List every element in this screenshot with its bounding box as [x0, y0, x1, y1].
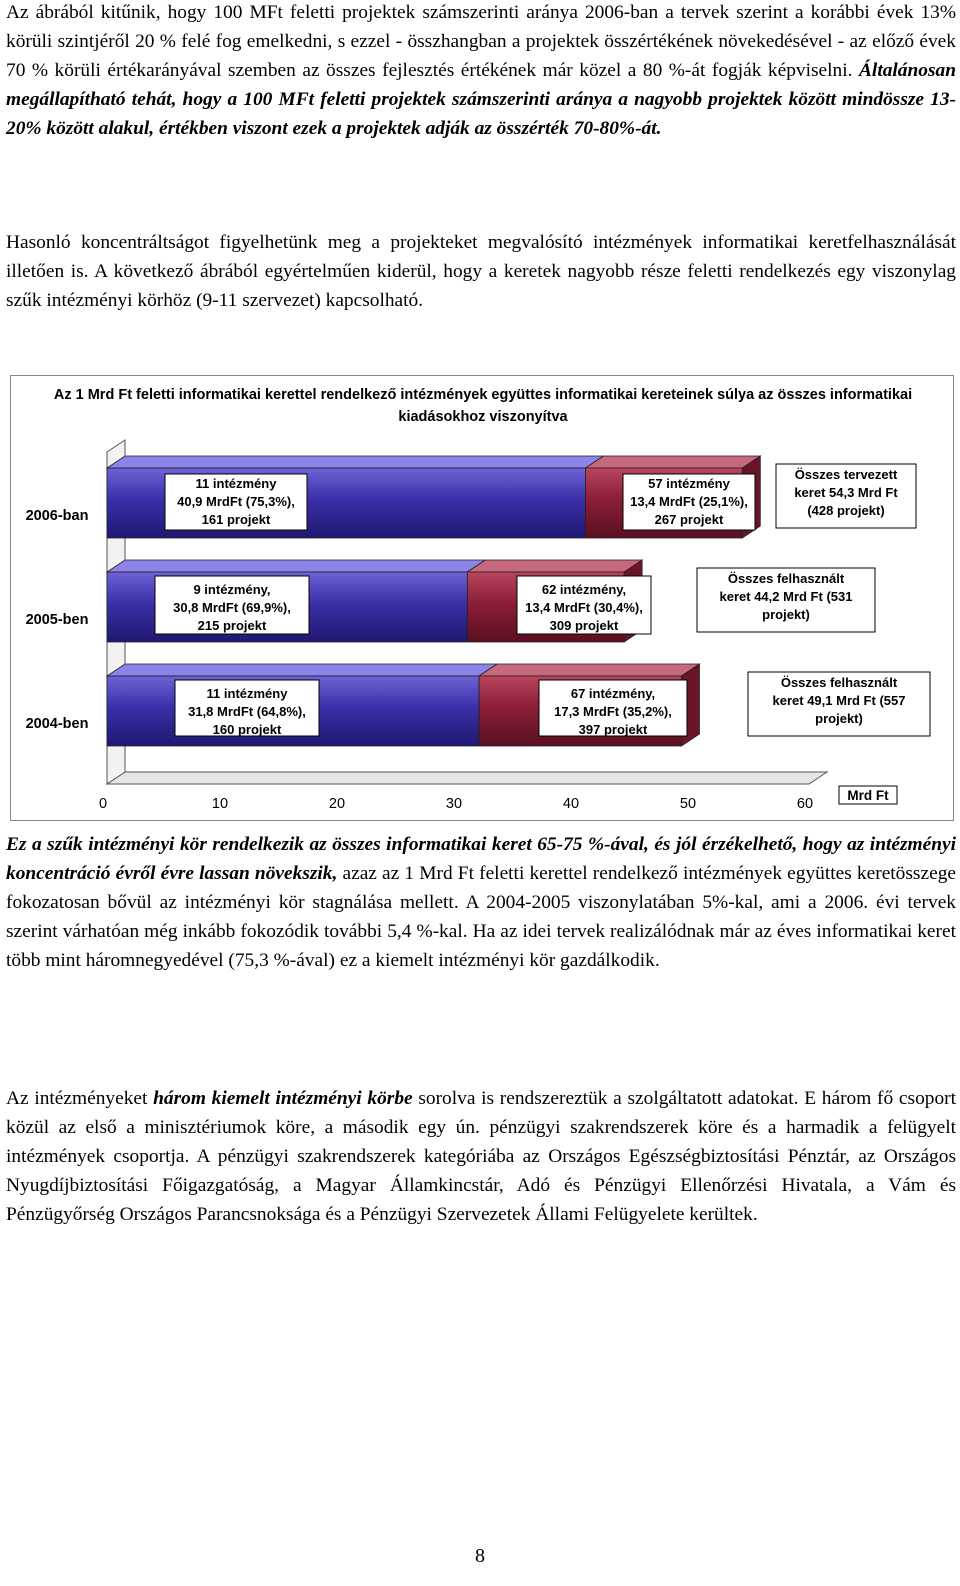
paragraph-concentration: Hasonló koncentráltságot figyelhetünk meg a projekteket megvalósító intézmények informatikai keretfelhasználását illetően is. A következő ábrából egyértelműen kiderül, hogy a keretek nagyobb része feletti rendelkezés egy viszonylag szűk intézményi körhöz (9-11 szervezet) kapcsolható.: [6, 232, 956, 311]
total-label: keret 49,1 Mrd Ft (557: [772, 693, 906, 708]
x-tick-label: 0: [98, 796, 108, 812]
data-label: 11 intézmény: [206, 686, 288, 701]
category-label: 2006-ban: [25, 508, 89, 524]
data-label: 11 intézmény: [195, 476, 277, 491]
paragraph-institutional-bold: Ez a szűk intézményi kör rendelkezik az összes informatikai keret 65-75 %-ával, és jól érzékelhető, hogy az intézményi koncentráció évről évre lassan növekszik,: [6, 834, 956, 884]
data-label: 40,9 MrdFt (75,3%),: [177, 494, 295, 509]
paragraph-three-circles-b: sorolva is rendszereztük a szolgáltatott adatokat. E három fő csoport közül az első a minisztériumok köre, a második egy ún. pénzügyi szakrendszerek köre és a harmadik a felügyelt intézmények csoportja. A pénzügyi szakrendszerek kategóriába az Országos Egészségbiztosítási Pénztár, az Országos Nyugdíjbiztosítási Főigazgatóság, a Magyar Államkincstár, Adó és Pénzügyi Ellenőrzési Hivatala, a Vám és Pénzügyőrség Országos Parancsnoksága és a Pénzügyi Szervezetek Állami Felügyelete kerültek.: [6, 1088, 956, 1225]
paragraph-three-circles: [6, 1084, 956, 1229]
data-label: 160 projekt: [212, 722, 282, 737]
x-tick-label: 30: [445, 796, 463, 812]
x-tick-label: 20: [328, 796, 346, 812]
total-label: Összes tervezett: [794, 467, 898, 482]
data-label: 67 intézmény,: [570, 686, 656, 701]
data-label: 17,3 MrdFt (35,2%),: [554, 704, 672, 719]
x-axis-unit-label: Mrd Ft: [847, 788, 889, 803]
data-label: 215 projekt: [197, 618, 267, 633]
total-label: (428 projekt): [807, 503, 885, 518]
data-label: 9 intézmény,: [193, 582, 271, 597]
category-label: 2004-ben: [25, 716, 89, 732]
data-label: 161 projekt: [201, 512, 271, 527]
chart-floor: [107, 772, 827, 784]
total-label: Összes felhasznált: [727, 571, 845, 586]
paragraph-intro-bold: Általánosan megállapítható tehát, hogy a 100 MFt feletti projektek számszerinti aránya a nagyobb projektek között mindössze 13-20% között alakul, értékben viszont ezek a projektek adják az összérték 70-80%-át.: [6, 60, 956, 139]
page-number: 8: [475, 1545, 485, 1567]
x-tick-label: 50: [679, 796, 697, 812]
x-tick-label: 10: [211, 796, 229, 812]
x-tick-label: 60: [796, 796, 814, 812]
total-label: projekt): [815, 711, 863, 726]
paragraph-institutional-text: azaz az 1 Mrd Ft feletti kerettel rendelkező intézmények együttes keretösszege fokozatosan bővül az intézményi kör stagnálása mellett. A 2004-2005 viszonylatában 5%-kal, ami a 2006. évi tervek szerint várhatóan még inkább fokozódik további 5,4 %-kal. Ha az idei tervek realizálódnak már az éves informatikai keret több mint háromnegyedével (75,3 %-ával) ez a kiemelt intézményi kör gazdálkodik.: [6, 863, 956, 971]
data-label: 30,8 MrdFt (69,9%),: [173, 600, 291, 615]
bar-top-face: [479, 664, 699, 676]
data-label: 13,4 MrdFt (25,1%),: [630, 494, 748, 509]
paragraph-institutional-circle: [6, 830, 956, 975]
bar-top-face: [107, 456, 604, 468]
total-label: keret 54,3 Mrd Ft: [794, 485, 898, 500]
data-label: 57 intézmény: [648, 476, 730, 491]
data-label: 62 intézmény,: [541, 582, 627, 597]
total-label: Összes felhasznált: [780, 675, 898, 690]
chart-title: Az 1 Mrd Ft feletti informatikai kerettel rendelkező intézmények együttes informatikai kereteinek súlya az összes informatikai kiadásokhoz viszonyítva: [53, 387, 913, 425]
data-label: 31,8 MrdFt (64,8%),: [188, 704, 306, 719]
chart-frame: [10, 375, 954, 821]
bar-top-face: [107, 560, 485, 572]
bar-top-face: [107, 664, 497, 676]
bar-top-face: [586, 456, 761, 468]
chart-svg: [11, 376, 955, 822]
category-label: 2005-ben: [25, 612, 89, 628]
paragraph-three-circles-a: Az intézményeket: [6, 1088, 154, 1109]
data-label: 13,4 MrdFt (30,4%),: [525, 600, 643, 615]
bar-top-face: [467, 560, 642, 572]
data-label: 267 projekt: [654, 512, 724, 527]
paragraph-intro-text: Az ábrából kitűnik, hogy 100 MFt feletti projektek számszerinti aránya 2006-ban a tervek szerint a korábbi évek 13% körüli szintjéről 20 % felé fog emelkedni, s ezzel - összhangban a projektek összértékének növekedésével - az előző évek 70 % körüli értékarányával szemben az összes fejlesztés értékének már közel a 80 %-át fogják képviselni.: [6, 2, 956, 81]
data-label: 309 projekt: [549, 618, 619, 633]
x-tick-label: 40: [562, 796, 580, 812]
total-label: keret 44,2 Mrd Ft (531: [719, 589, 853, 604]
total-label: projekt): [762, 607, 810, 622]
data-label: 397 projekt: [578, 722, 648, 737]
paragraph-intro: [6, 0, 956, 143]
paragraph-three-circles-bold: három kiemelt intézményi körbe: [153, 1088, 413, 1109]
